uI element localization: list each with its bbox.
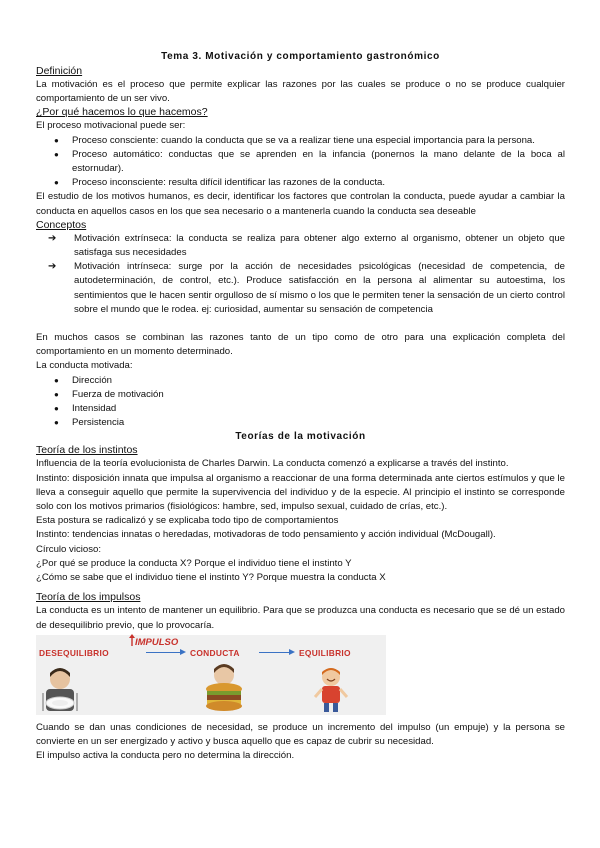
instintos-line: Círculo vicioso: (36, 543, 102, 555)
porque-heading: ¿Por qué hacemos lo que hacemos? (36, 106, 208, 119)
eating-burger-icon (201, 663, 247, 713)
instintos-line: Instinto: tendencias innatas o heredadas, motivadoras de todo pensamiento y acción individual (McDougall). (36, 529, 496, 541)
instintos-line: ¿Cómo se sabe que el individuo tiene el instinto Y? Porque muestra la conducta X (36, 572, 386, 584)
bullet-icon: ● (54, 404, 59, 414)
bullet-icon: ● (54, 149, 59, 159)
diagram-arrow (146, 652, 182, 653)
conceptos-after: En muchos casos se combinan las razones tanto de un tipo como de otro para una explicación completa del comportamiento en un momento determinado. (36, 332, 565, 358)
instintos-line: Instinto: disposición innata que impulsa al organismo a reaccionar de una forma determinada ante ciertos estímulos y que le lleva a conseguir aquello que permite la supervivencia del individuo y de la especie. Al principio el instinto se corresponde solo con los motivos primarios (fisiológicos: hambre, sed, impulso sexual, cuidado de crías, etc.). (36, 472, 565, 513)
arrow-right-icon (289, 649, 295, 655)
list-item: ● Proceso inconsciente: resulta difícil identificar las razones de la conducta. (54, 176, 565, 190)
hungry-person-icon (40, 665, 80, 713)
bullet-icon: ● (54, 178, 59, 188)
definicion-text: La motivación es el proceso que permite explicar las razones por las cuales se produce o no se produce cualquier comportamiento de un ser vivo. (36, 79, 565, 105)
diagram-impulso-label: IMPULSO (129, 634, 178, 650)
porque-closing: El estudio de los motivos humanos, es decir, identificar los factores que controlan la conducta, puede ayudar a cambiar la conducta en aquellos casos en los que sea necesario o a mantenerla cuando la conducta sea deseable (36, 191, 565, 217)
impulsos-intro: La conducta es un intento de mantener un equilibrio. Para que se produzca una conducta es necesario que se dé un estado de desequilibrio previo, que lo provocaría. (36, 605, 565, 631)
list-item: ➔ Motivación intrínseca: surge por la acción de necesidades psicológicas (necesidad de competencia, de autodeterminación, de control, etc.). Produce satisfacción en la persona al alimentar su autoestima, los sentimientos que le hacen sentir orgulloso de sí mismo o los que le permiten tener la sensación de un cierto control sobre el mundo que le rodea. ej: curiosidad, aumentar su sensación de competencia (48, 261, 565, 315)
bullet-icon: ● (54, 389, 59, 399)
diagram-arrow (259, 652, 291, 653)
definicion-heading: Definición (36, 65, 83, 77)
instintos-line: Esta postura se radicalizó y se explicaba todo tipo de comportamientos (36, 515, 339, 527)
list-item: ● Fuerza de motivación (54, 388, 565, 402)
diagram-conducta-label: CONDUCTA (190, 647, 240, 658)
list-item: ● Intensidad (54, 402, 565, 416)
instintos-line: ¿Por qué se produce la conducta X? Porque el individuo tiene el instinto Y (36, 557, 352, 569)
instintos-heading: Teoría de los instintos (36, 444, 138, 457)
teorias-heading: Teorías de la motivación (235, 431, 366, 443)
list-item: ● Proceso automático: conductas que se aprenden en la infancia (ponernos la mano delante de la boca al estornudar). (54, 148, 565, 175)
proceso-list (36, 134, 565, 191)
motivada-intro: La conducta motivada: (36, 360, 133, 372)
document-title: Tema 3. Motivación y comportamiento gastronómico (161, 51, 440, 62)
diagram-equilibrio-label: EQUILIBRIO (299, 647, 351, 658)
conceptos-list (36, 232, 565, 317)
list-item: ● Dirección (54, 374, 565, 388)
arrow-right-icon: ➔ (48, 261, 57, 273)
list-item: ● Proceso consciente: cuando la conducta que se va a realizar tiene una especial importancia para la persona. (54, 134, 565, 148)
happy-child-icon (313, 665, 349, 713)
arrow-right-icon (180, 649, 186, 655)
impulsos-after1: Cuando se dan unas condiciones de necesidad, se produce un incremento del impulso (un empuje) y la persona se convierte en un ser energizado y activo y busca aquello que es capaz de cubrir su necesidad. (36, 721, 565, 747)
bullet-icon: ● (54, 135, 59, 145)
bullet-icon: ● (54, 418, 59, 428)
list-item: ● Persistencia (54, 416, 565, 430)
diagram-desequilibrio-label: DESEQUILIBRIO (39, 647, 109, 658)
motivada-list (36, 374, 565, 431)
arrow-right-icon: ➔ (48, 232, 57, 244)
bullet-icon: ● (54, 375, 59, 385)
impulsos-after2: El impulso activa la conducta pero no determina la dirección. (36, 750, 295, 762)
list-item: ➔ Motivación extrínseca: la conducta se realiza para obtener algo externo al organismo, obtener un objeto que satisfaga sus necesidades (48, 232, 565, 259)
impulsos-heading: Teoría de los impulsos (36, 591, 141, 604)
conceptos-heading: Conceptos (36, 218, 87, 231)
instintos-line: Influencia de la teoría evolucionista de Charles Darwin. La conducta comenzó a explicarse a través del instinto. (36, 458, 509, 470)
impulse-diagram (36, 635, 386, 715)
porque-intro: El proceso motivacional puede ser: (36, 120, 186, 132)
